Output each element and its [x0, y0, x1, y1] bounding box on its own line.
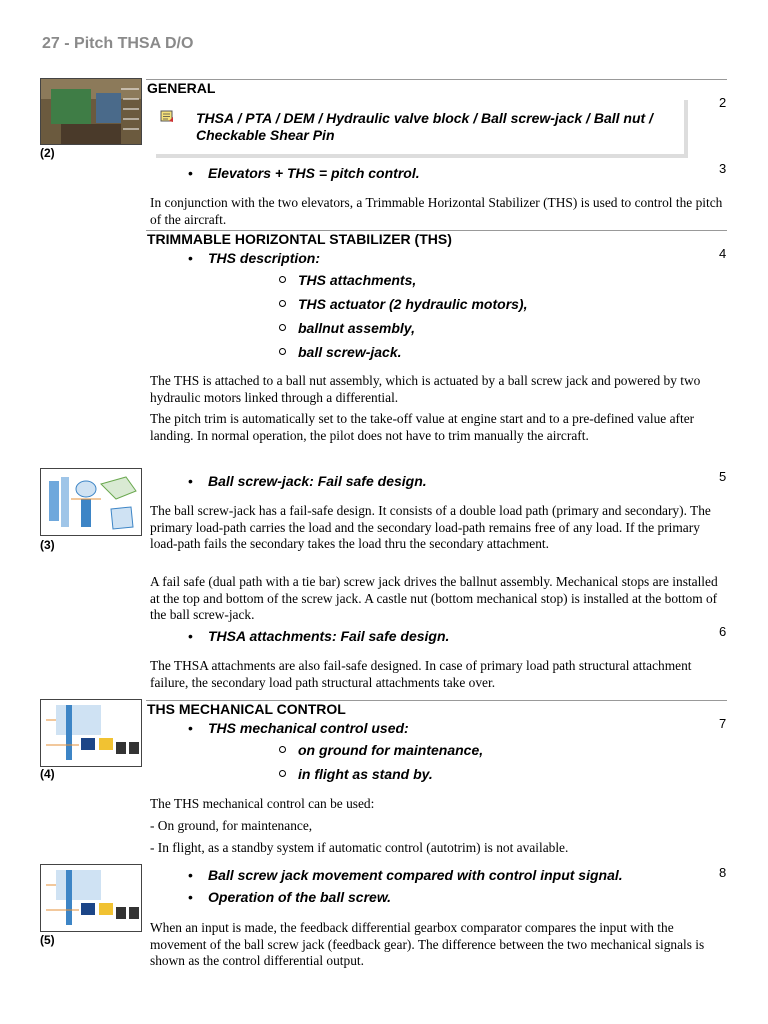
ths-heading: TRIMMABLE HORIZONTAL STABILIZER (THS) [147, 231, 452, 247]
list-item: ballnut assembly, [298, 320, 415, 336]
paragraph-ths-1: The THS is attached to a ball nut assembly, which is actuated by a ball screw jack and powered by two hydraulic motors linked through a differential. [150, 373, 701, 405]
bullet-ths-description-text: THS description: [208, 250, 321, 266]
key-terms-callout [156, 100, 688, 158]
list-item: on ground for maintenance, [298, 742, 483, 758]
paragraph-screwjack-2: A fail safe (dual path with a tie bar) screw jack drives the ballnut assembly. Mechanical stops are installed at the top and bottom of the screw jack. A castle nut (bottom mechanical stop) is installed at the bottom of the ball screw-jack. [150, 574, 718, 623]
section-divider [146, 79, 727, 80]
bullet-attachments-text: THSA attachments: Fail safe design. [208, 628, 450, 644]
bullet-dot: • [188, 165, 193, 181]
figure-2-thumbnail[interactable] [40, 78, 142, 145]
paragraph-ths-2: The pitch trim is automatically set to the take-off value at engine start and to a pre-defined value after landing. In normal operation, the pilot does not have to trim manually the aircraft. [150, 411, 695, 443]
figure-4-thumbnail[interactable] [40, 699, 142, 767]
ball-screw-diagram-icon [41, 865, 141, 931]
section-number-7: 7 [719, 716, 727, 731]
bullet-dot: • [188, 867, 193, 883]
figure-3-thumbnail[interactable] [40, 468, 142, 536]
paragraph-elevators: In conjunction with the two elevators, a Trimmable Horizontal Stabilizer (THS) is used to control the pitch of the aircraft. [150, 195, 723, 227]
section-number-3: 3 [719, 161, 727, 176]
figure-3-caption: (3) [40, 538, 55, 552]
paragraph-attachments: The THSA attachments are also fail-safe designed. In case of primary load path structural attachment failure, the secondary load path structural attachments take over. [150, 658, 692, 690]
bullet-movement-1 [188, 867, 623, 883]
bullet-screwjack [188, 473, 427, 489]
page-title: 27 - Pitch THSA D/O [42, 35, 194, 52]
bullet-screwjack-text: Ball screw-jack: Fail safe design. [208, 473, 427, 489]
bullet-movement-2-text: Operation of the ball screw. [208, 889, 392, 905]
paragraph-mechanical-1: The THS mechanical control can be used: [150, 796, 375, 811]
section-number-8: 8 [719, 865, 727, 880]
general-heading: GENERAL [147, 80, 216, 96]
bullet-elevators [188, 165, 420, 181]
section-number-6: 6 [719, 624, 727, 639]
section-number-2: 2 [719, 95, 727, 110]
mechanical-heading: THS MECHANICAL CONTROL [147, 701, 346, 717]
list-item: ball screw-jack. [298, 344, 402, 360]
bullet-dot: • [188, 720, 193, 736]
note-icon[interactable] [160, 110, 174, 123]
bullet-mechanical [188, 720, 409, 736]
bullet-movement-1-text: Ball screw jack movement compared with control input signal. [208, 867, 623, 883]
paragraph-movement: When an input is made, the feedback differential gearbox comparator compares the input with the movement of the ball screw jack (feedback gear). The difference between the two mechanical signals is shown as the control differential output. [150, 920, 705, 969]
section-number-4: 4 [719, 246, 727, 261]
aircraft-photo-icon [41, 79, 141, 144]
figure-2-caption: (2) [40, 146, 55, 160]
list-item: in flight as stand by. [298, 766, 433, 782]
mechanical-control-diagram-icon [41, 700, 141, 766]
screwjack-diagram-icon [41, 469, 141, 535]
bullet-ths-description [188, 250, 321, 266]
bullet-mechanical-text: THS mechanical control used: [208, 720, 409, 736]
bullet-dot: • [188, 889, 193, 905]
bullet-elevators-text: Elevators + THS = pitch control. [208, 165, 420, 181]
bullet-movement-2 [188, 889, 392, 905]
bullet-dot: • [188, 628, 193, 644]
paragraph-screwjack-1: The ball screw-jack has a fail-safe design. It consists of a double load path (primary and secondary). The primary load-path carries the load and the secondary load-path remains free of any load. If the primary load-path fails the secondary takes the load thru the secondary attachment. [150, 503, 711, 552]
bullet-dot: • [188, 250, 193, 266]
figure-5-caption: (5) [40, 933, 55, 947]
list-item: THS actuator (2 hydraulic motors), [298, 296, 527, 312]
bullet-attachments [188, 628, 450, 644]
callout-text: THSA / PTA / DEM / Hydraulic valve block / Ball screw-jack / Ball nut / Checkable Shear Pin [196, 110, 653, 143]
paragraph-mechanical-2: - On ground, for maintenance, [150, 818, 313, 833]
list-item: THS attachments, [298, 272, 416, 288]
bullet-dot: • [188, 473, 193, 489]
paragraph-mechanical-3: - In flight, as a standby system if automatic control (autotrim) is not available. [150, 840, 569, 855]
figure-5-thumbnail[interactable] [40, 864, 142, 932]
section-number-5: 5 [719, 469, 727, 484]
figure-4-caption: (4) [40, 767, 55, 781]
